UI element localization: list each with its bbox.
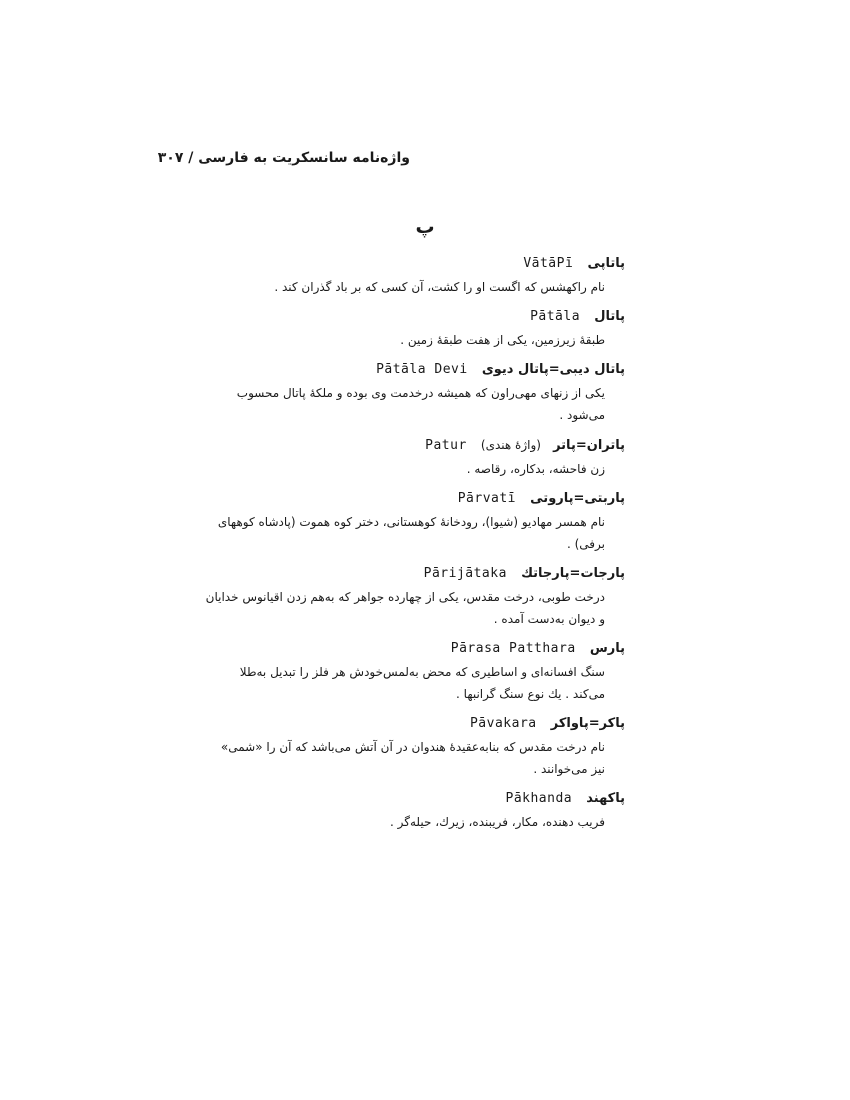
dictionary-entry <box>205 305 625 351</box>
entry-definition: یکی از زنهای مهی‌راون که همیشه درخدمت وی بوده و ملکهٔ پاتال محسوب می‌شود . <box>236 386 605 422</box>
dictionary-entry <box>205 487 625 555</box>
headword-persian: پاربتی=پاروتی <box>530 491 625 506</box>
headword-latin: Patur <box>425 438 467 453</box>
entry-headword <box>205 433 625 458</box>
headword-persian: پارس <box>589 641 625 656</box>
headword-persian: پاتال دیبی=پاتال دیوی <box>481 362 625 377</box>
dictionary-entry <box>205 637 625 705</box>
headword-persian: پاکهند <box>586 791 625 806</box>
entry-headword <box>205 562 625 586</box>
entry-definition: سنگ افسانه‌ای و اساطیری که محض به‌لمس‌خودش هر فلز را تبدیل به‌طلا می‌کند . یك نوع سنگ گرانبها . <box>239 665 605 701</box>
headword-persian: پاکر=پاواکر <box>550 716 625 731</box>
headword-latin: Pārijātaka <box>423 566 507 581</box>
entry-headword <box>205 358 625 382</box>
entry-definition: فریب دهنده، مکار، فریبنده، زیرك، حیله‌گر . <box>389 815 605 829</box>
dictionary-entry <box>205 252 625 298</box>
headword-latin: VātāPī <box>523 256 574 271</box>
dictionary-entry <box>205 787 625 833</box>
headword-persian: پاتال <box>594 309 625 324</box>
dictionary-entry <box>205 358 625 426</box>
headword-note: (واژهٔ هندی) <box>480 438 541 452</box>
headword-latin: Pārvatī <box>457 491 517 506</box>
entry-definition: درخت طوبی، درخت مقدس، یکی از چهارده جواهر که به‌هم زدن اقیانوس خدایان و دیوان به‌دست آمده . <box>205 590 605 626</box>
section-letter: پ <box>415 216 435 238</box>
headword-latin: Pākhanda <box>505 791 573 806</box>
entry-definition: زن فاحشه، بدکاره، رقاصه . <box>466 462 605 476</box>
dictionary-entry <box>205 562 625 630</box>
headword-latin: Pāvakara <box>469 716 537 731</box>
entry-definition: نام راکهشس که اگست او را کشت، آن کسی که بر باد گذران کند . <box>274 280 605 294</box>
entry-definition: نام همسر مهادیو (شیوا)، رودخانهٔ کوهستانی، دختر کوه هموت (پادشاه کوههای برفی) . <box>217 515 605 551</box>
entry-list <box>205 252 625 840</box>
dictionary-entry <box>205 712 625 780</box>
entry-headword <box>205 487 625 511</box>
entry-definition: طبقهٔ زیرزمین، یکی از هفت طبقهٔ زمین . <box>400 333 605 347</box>
entry-headword <box>205 712 625 736</box>
headword-persian: پاتران=پاتر <box>553 438 625 453</box>
headword-latin: Pātāla <box>530 309 581 324</box>
entry-definition: نام درخت مقدس که بنابه‌عقیدهٔ هندوان در آن آتش می‌باشد که آن را «شمی» نیز می‌خوانند . <box>220 740 605 776</box>
entry-headword <box>205 252 625 276</box>
headword-persian: پارجات=پارجاتك <box>521 566 625 581</box>
headword-persian: پاتاپی <box>587 256 625 271</box>
headword-latin: Pātāla Devi <box>376 362 468 377</box>
entry-headword <box>205 305 625 329</box>
entry-headword <box>205 637 625 661</box>
headword-latin: Pārasa Patthara <box>450 641 576 656</box>
dictionary-entry <box>205 433 625 480</box>
page-header: واژه‌نامه سانسکریت به فارسی / ۳۰۷ <box>157 150 410 166</box>
entry-headword <box>205 787 625 811</box>
